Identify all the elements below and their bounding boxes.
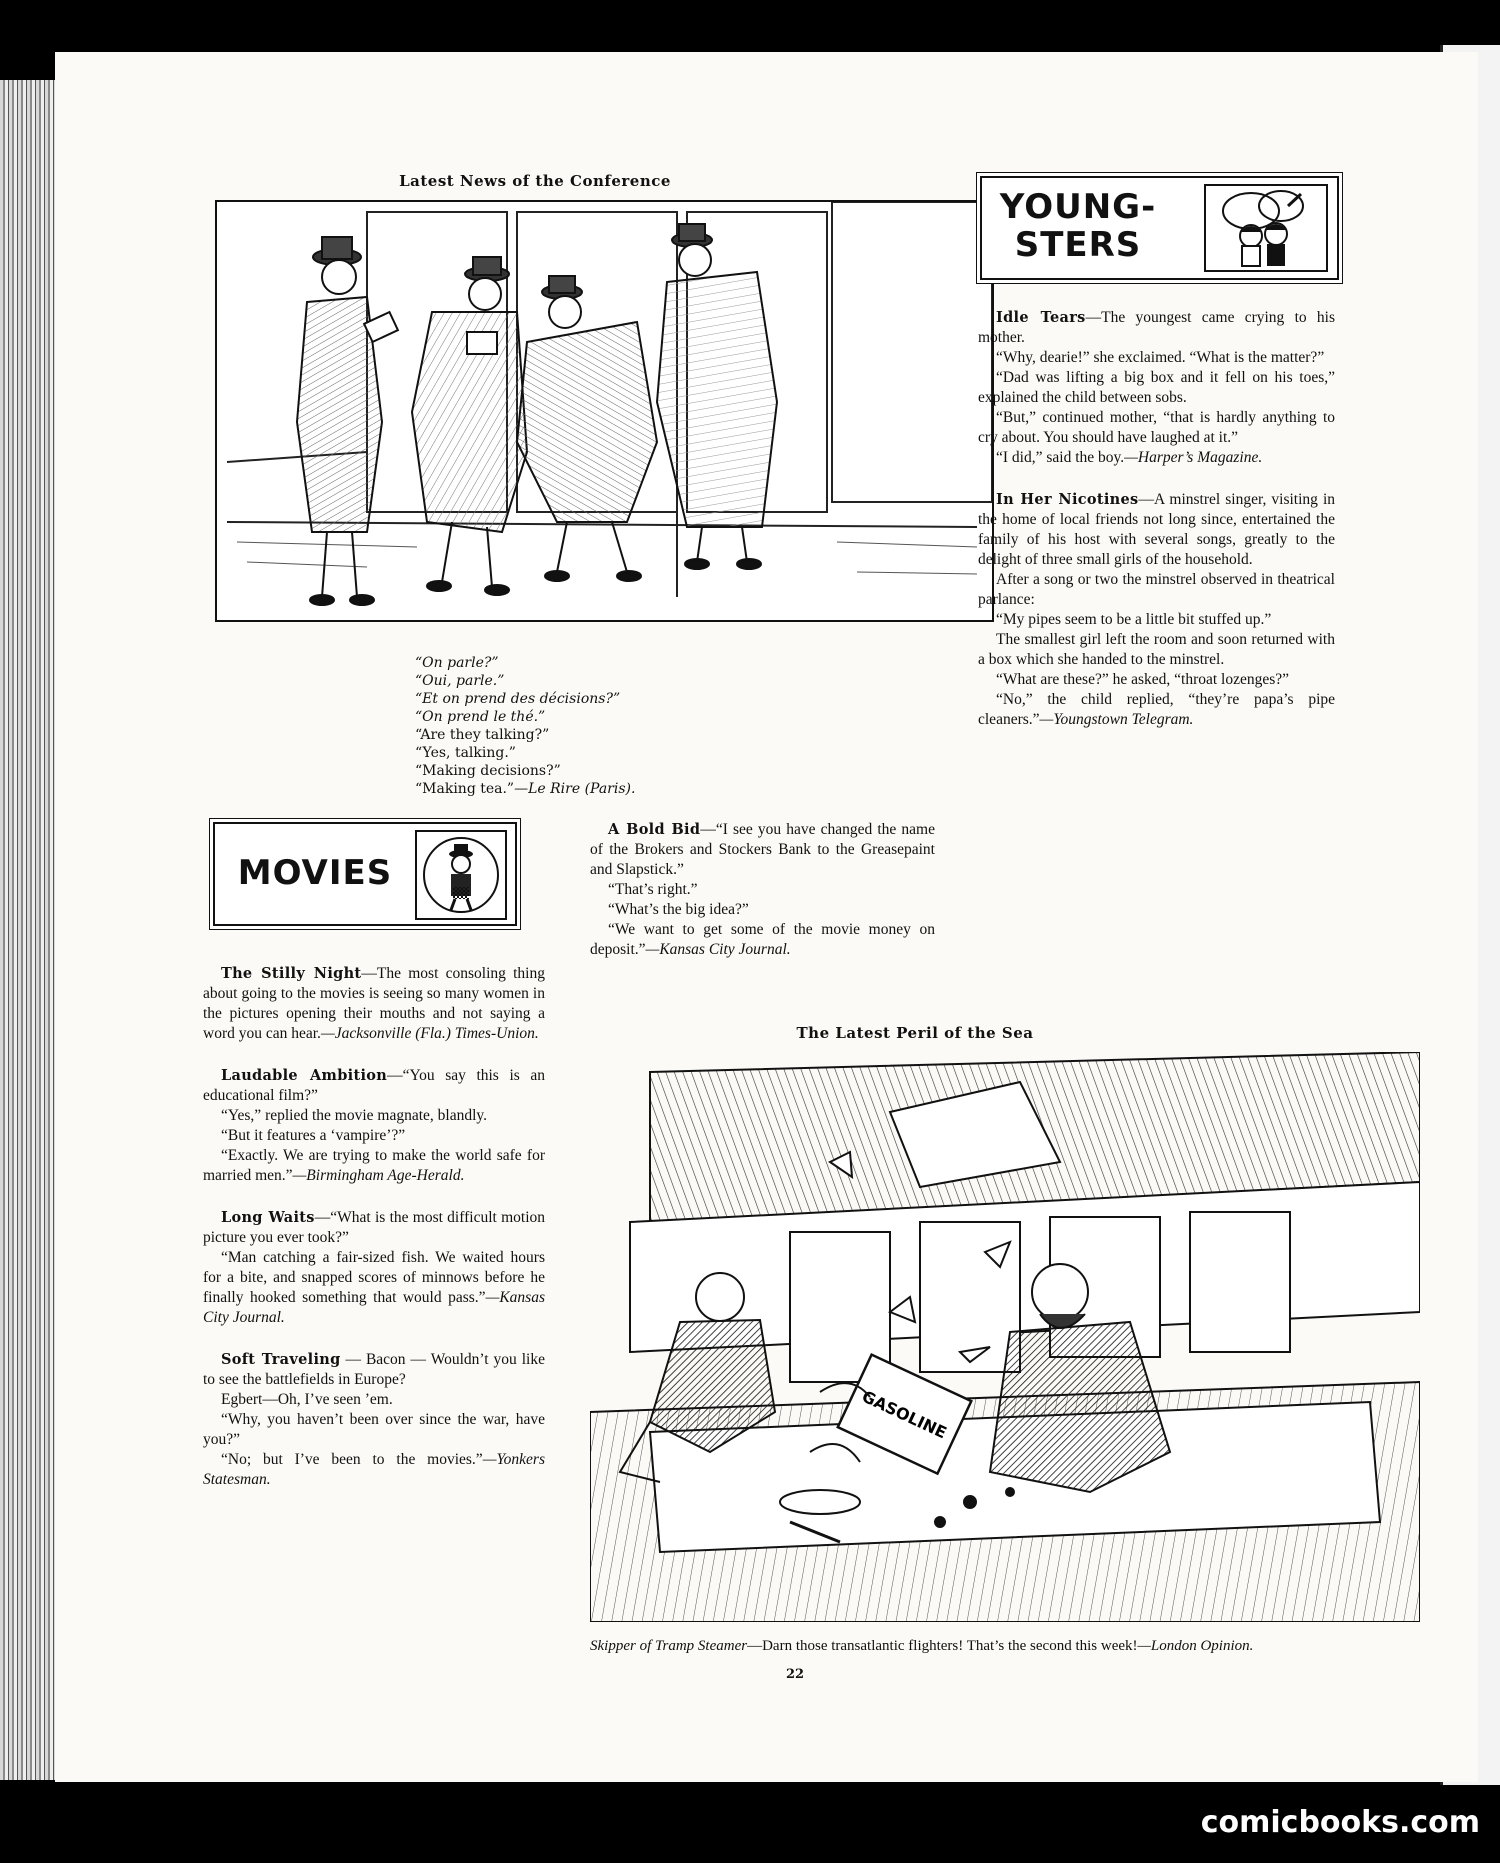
site-watermark: comicbooks.com xyxy=(1200,1805,1480,1840)
item-source: —Birmingham Age-Herald. xyxy=(292,1167,465,1184)
item-heading: A Bold Bid xyxy=(608,821,701,838)
item-text: “Why, you haven’t been over since the war, have you?” xyxy=(203,1411,545,1448)
bottom-cartoon-caption xyxy=(590,1637,1420,1656)
caption-source: —Le Rire (Paris). xyxy=(514,781,636,797)
bold-bid-item xyxy=(590,820,935,982)
item-text: Egbert—Oh, I’ve seen ’em. xyxy=(221,1391,393,1408)
item-heading: Soft Traveling xyxy=(221,1351,341,1368)
item-paragraph xyxy=(590,820,935,880)
movies-title: MOVIES xyxy=(237,853,393,893)
movies-item xyxy=(203,1208,545,1328)
item-source: —Yonkers Statesman. xyxy=(203,1451,545,1488)
item-paragraph xyxy=(978,408,1335,448)
item-text: “Why, dearie!” she exclaimed. “What is the matter?” xyxy=(996,349,1325,366)
caption-line-text: “Making tea.” xyxy=(415,781,515,797)
magazine-page xyxy=(55,52,1478,1782)
item-text: —“I see you have changed the name of the Brokers and Stockers Bank to the Greasepaint and Slapstick.” xyxy=(590,821,935,878)
item-source: —Kansas City Journal. xyxy=(645,941,791,958)
item-paragraph xyxy=(203,1350,545,1390)
item-text: “What are these?” he asked, “throat lozenges?” xyxy=(996,671,1290,688)
item-heading: Long Waits xyxy=(221,1209,315,1226)
item-text: “My pipes seem to be a little bit stuffed up.” xyxy=(996,611,1272,628)
plate xyxy=(780,1490,860,1514)
item-heading: In Her Nicotines xyxy=(996,491,1139,508)
item-text: “Man catching a fair-sized fish. We waited hours for a bite, and snapped scores of minnows before he finally hooked something that would pass.” xyxy=(203,1249,545,1306)
item-paragraph xyxy=(203,1126,545,1146)
item-paragraph xyxy=(203,1390,545,1410)
item-paragraph xyxy=(978,570,1335,610)
youngsters-section-header xyxy=(980,176,1339,280)
caption-line-text: “Making decisions?” xyxy=(415,763,561,779)
item-text: The smallest girl left the room and soon returned with a box which she handed to the minstrel. xyxy=(978,631,1335,668)
item-text: “Dad was lifting a big box and it fell on his toes,” explained the child between sobs. xyxy=(978,369,1335,406)
item-paragraph xyxy=(203,964,545,1044)
caption-line xyxy=(415,780,815,798)
top-cartoon-title: Latest News of the Conference xyxy=(399,172,671,190)
youngsters-title-line2: STERS xyxy=(1014,225,1142,265)
item-text: —The youngest came crying to his mother. xyxy=(978,309,1335,346)
item-paragraph xyxy=(203,1248,545,1328)
item-paragraph xyxy=(590,920,935,960)
youngsters-title-line1: YOUNG- xyxy=(999,187,1157,227)
item-text: “Yes,” replied the movie magnate, blandly. xyxy=(221,1107,488,1124)
youngsters-column xyxy=(978,308,1335,752)
item-text: “But,” continued mother, “that is hardly anything to cry about. You should have laughed at it.” xyxy=(978,409,1335,446)
item-paragraph xyxy=(978,448,1335,468)
caption-line-text: “Oui, parle.” xyxy=(415,673,505,689)
item-paragraph xyxy=(978,348,1335,368)
figure-man-listening-at-door xyxy=(657,224,777,569)
item-paragraph xyxy=(978,610,1335,630)
caption-line-text: “On parle?” xyxy=(415,655,499,671)
caption-line-text: “Et on prend des décisions?” xyxy=(415,691,621,707)
item-text: “What’s the big idea?” xyxy=(608,901,749,918)
caption-line xyxy=(415,744,815,762)
caption-line xyxy=(415,654,815,672)
item-text: “But it features a ‘vampire’?” xyxy=(221,1127,406,1144)
caption-speaker: Skipper of Tramp Steamer xyxy=(590,1638,748,1654)
youngsters-item xyxy=(978,308,1335,468)
caption-line xyxy=(415,726,815,744)
item-source: —Harper’s Magazine. xyxy=(1124,449,1263,466)
figure-man-reading xyxy=(412,257,527,595)
item-heading: The Stilly Night xyxy=(221,965,362,982)
caption-line-text: “Yes, talking.” xyxy=(415,745,516,761)
item-text: “That’s right.” xyxy=(608,881,698,898)
item-paragraph xyxy=(203,1066,545,1106)
item-text: —The most consoling thing about going to the movies is seeing so many women in the pictures opening their mouths and not saying a word you can hear. xyxy=(203,965,545,1042)
bottom-cartoon-title: The Latest Peril of the Sea xyxy=(796,1024,1034,1042)
item-paragraph xyxy=(203,1106,545,1126)
book-binding-edge xyxy=(0,80,55,1780)
item-paragraph xyxy=(203,1410,545,1450)
figure-bearded-man-bending xyxy=(517,276,657,581)
item-text: — Bacon — Wouldn’t you like to see the battlefields in Europe? xyxy=(203,1351,545,1388)
item-paragraph xyxy=(978,490,1335,570)
item-text: “No,” the child replied, “they’re papa’s pipe cleaners.” xyxy=(978,691,1335,728)
caption-line xyxy=(415,672,815,690)
caption-line xyxy=(415,708,815,726)
item-paragraph xyxy=(978,308,1335,348)
page-number: 22 xyxy=(785,1667,805,1682)
conference-cartoon-illustration xyxy=(215,200,994,622)
item-paragraph xyxy=(978,690,1335,730)
caption-text: —Darn those transatlantic flighters! That’s the second this week! xyxy=(747,1638,1138,1654)
figure-man-with-cigar xyxy=(297,237,398,605)
item-paragraph xyxy=(203,1450,545,1490)
caption-line xyxy=(415,690,815,708)
movies-column xyxy=(203,964,545,1512)
item-heading: Idle Tears xyxy=(996,309,1086,326)
item-paragraph xyxy=(978,368,1335,408)
item-text: —A minstrel singer, visiting in the home of local friends not long since, entertained the family of his host with several songs, greatly to the delight of three small girls of the household. xyxy=(978,491,1335,568)
item-text: —“What is the most difficult motion picture you ever took?” xyxy=(203,1209,546,1246)
item-heading: Laudable Ambition xyxy=(221,1067,388,1084)
item-text: After a song or two the minstrel observed in theatrical parlance: xyxy=(978,571,1335,608)
item-paragraph xyxy=(590,900,935,920)
item-paragraph xyxy=(978,630,1335,670)
item-text: “We want to get some of the movie money on deposit.” xyxy=(590,921,935,958)
item-paragraph xyxy=(978,670,1335,690)
youngsters-kids-icon xyxy=(1204,184,1328,272)
item-text: “I did,” said the boy. xyxy=(996,449,1125,466)
movies-item xyxy=(203,1350,545,1490)
item-source: —Youngstown Telegram. xyxy=(1039,711,1194,728)
caption-line-text: “Are they talking?” xyxy=(415,727,550,743)
movies-comedian-icon xyxy=(415,830,507,920)
item-text: —“You say this is an educational film?” xyxy=(203,1067,545,1104)
movies-item xyxy=(203,964,545,1044)
item-paragraph xyxy=(590,880,935,900)
caption-line xyxy=(415,762,815,780)
item-paragraph xyxy=(203,1146,545,1186)
movies-item xyxy=(203,1066,545,1186)
item-paragraph xyxy=(203,1208,545,1248)
bold-bid xyxy=(590,820,935,960)
top-cartoon-caption xyxy=(415,654,815,798)
youngsters-title xyxy=(988,188,1168,264)
item-text: “No; but I’ve been to the movies.” xyxy=(221,1451,483,1468)
youngsters-item xyxy=(978,490,1335,730)
item-text: “Exactly. We are trying to make the world safe for married men.” xyxy=(203,1147,545,1184)
item-source: —Jacksonville (Fla.) Times-Union. xyxy=(320,1025,539,1042)
caption-source: —London Opinion. xyxy=(1137,1638,1254,1654)
peril-of-the-sea-illustration xyxy=(590,1052,1420,1622)
caption-line-text: “On prend le thé.” xyxy=(415,709,546,725)
movies-section-header xyxy=(213,822,517,926)
peril-of-the-sea-drawing xyxy=(590,1052,1420,1622)
conference-cartoon-drawing xyxy=(217,202,992,620)
gasoline-can-label: GASOLINE xyxy=(859,1386,950,1443)
item-source: —Kansas City Journal. xyxy=(203,1289,545,1326)
